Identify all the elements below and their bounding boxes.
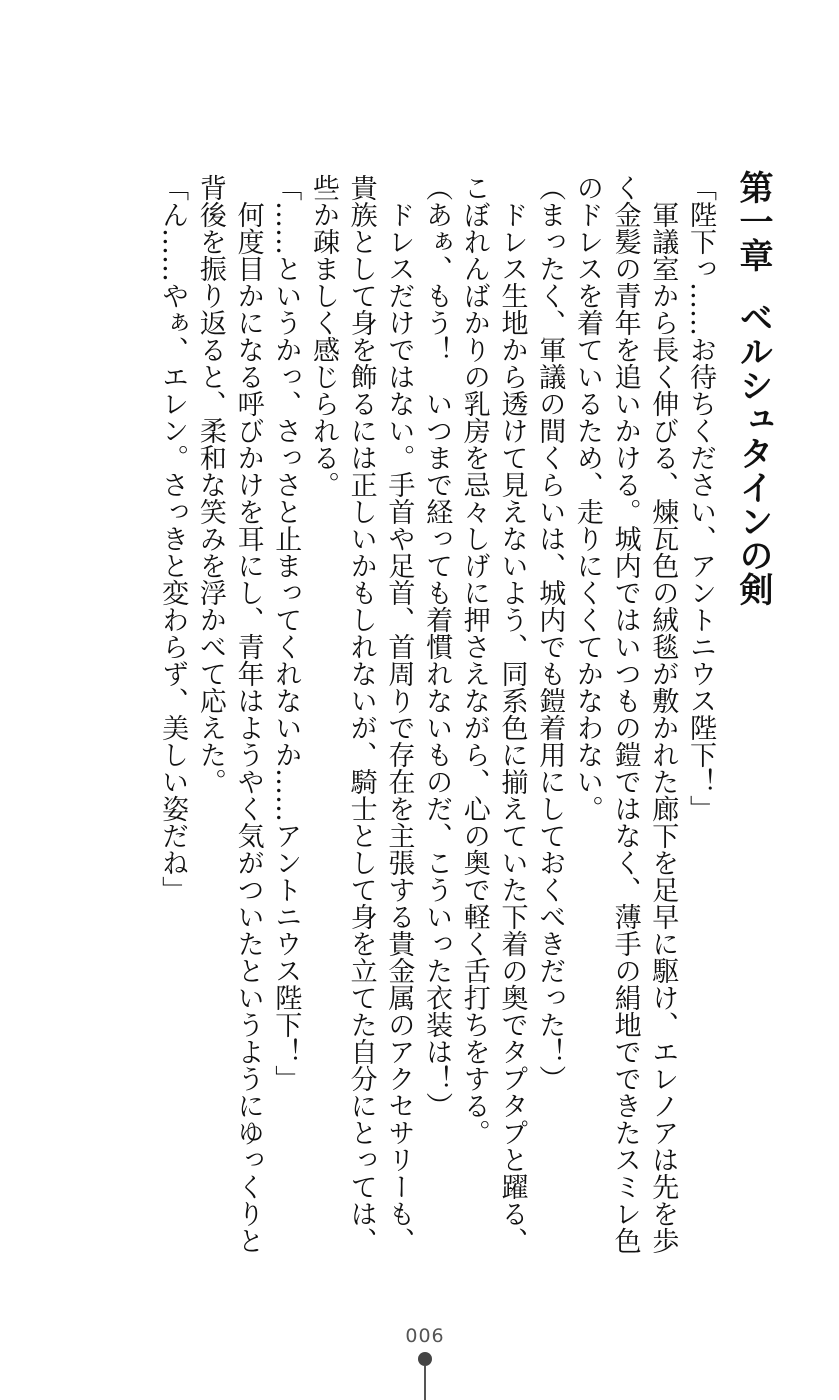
text-line: ドレスだけではない。手首や足首、首周りで存在を主張する貴金属のアクセサリーも、 bbox=[383, 174, 415, 1254]
page-marker-line bbox=[424, 1366, 426, 1400]
chapter-title: ベルシュタインの剣 bbox=[733, 300, 773, 606]
page-number: 006 bbox=[405, 1325, 445, 1347]
text-line: 「陛下っ……お待ちください、アントニウス陛下！」 bbox=[685, 174, 716, 822]
text-line: こぼれんばかりの乳房を忌々しげに押さえながら、心の奥で軽く舌打ちをする。 bbox=[458, 174, 490, 1146]
text-line: 何度目かになる呼びかけを耳にし、青年はようやく気がついたというようにゆっくりと bbox=[232, 174, 264, 1254]
text-line: （まったく、軍議の間くらいは、城内でも鎧着用にしておくべきだった！） bbox=[534, 174, 566, 1092]
text-line: 些か疎ましく感じられる。 bbox=[307, 174, 339, 498]
text-line: 背後を振り返ると、柔和な笑みを浮かべて応えた。 bbox=[194, 174, 226, 795]
text-line: 「ん……やぁ、エレン。さっきと変わらず、美しい姿だね」 bbox=[157, 174, 189, 903]
chapter-heading bbox=[733, 170, 773, 606]
text-line: 「……というかっ、さっさと止まってくれないか……アントニウス陛下！」 bbox=[270, 174, 302, 1092]
text-line: のドレスを着ているため、走りにくくてかなわない。 bbox=[571, 174, 603, 822]
text-line: 貴族として身を飾るには正しいかもしれないが、騎士として身を立てた自分にとっては、 bbox=[345, 174, 377, 1254]
text-line: ドレス生地から透けて見えないよう、同系色に揃えていた下着の奥でタプタプと躍る、 bbox=[496, 174, 528, 1254]
text-line: く金髪の青年を追いかける。城内ではいつもの鎧ではなく、薄手の絹地でできたスミレ色 bbox=[609, 174, 641, 1254]
chapter-number: 第一章 bbox=[733, 170, 773, 272]
text-line: 軍議室から長く伸びる、煉瓦色の絨毯が敷かれた廊下を足早に駆け、エレノアは先を歩 bbox=[647, 174, 679, 1254]
text-line: （あぁ、もう！ いつまで経っても着慣れないものだ、こういった衣装は！） bbox=[421, 174, 453, 1119]
body-text bbox=[153, 174, 719, 1274]
page-marker-dot bbox=[418, 1352, 432, 1366]
